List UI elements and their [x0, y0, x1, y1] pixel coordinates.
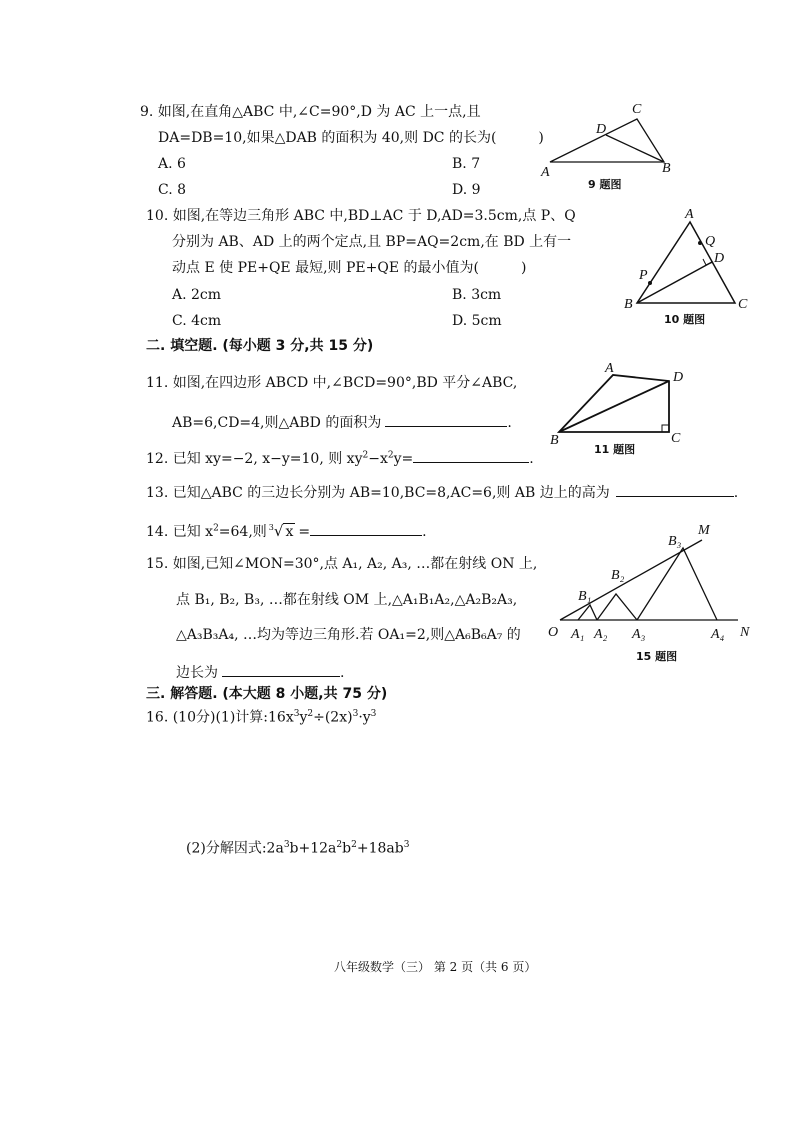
q16-part1 [146, 709, 376, 726]
q15-label-b3: B₃ [668, 534, 682, 549]
q11-label-a: A [605, 361, 614, 376]
q12-text-b: −x [368, 451, 388, 467]
q15-caption: 15 题图 [636, 650, 678, 663]
q16-part2-exp2: 2 [336, 840, 343, 850]
q16-part2-text-c: b [342, 840, 352, 857]
q16-part2-exp1: 3 [283, 840, 290, 850]
q15-line3: △A₃B₃A₄, …均为等边三角形.若 OA₁=2,则△A₆B₆A₇ 的 [176, 627, 521, 643]
radical-icon: √ [273, 522, 284, 540]
q16-part2-exp4: 3 [403, 840, 410, 850]
q16-part2-exp3: 2 [351, 840, 357, 850]
q11-label-b: B [550, 433, 559, 448]
q10-option-a: A. 2cm [172, 287, 222, 303]
q14-root-index: 3 [268, 523, 274, 533]
q10-label-q: Q [705, 234, 716, 249]
q15-label-b2: B₂ [611, 568, 625, 583]
q9-line1: 9. 如图,在直角△ABC 中,∠C=90°,D 为 AC 上一点,且 [140, 104, 481, 120]
q16-part1-exp2: 2 [307, 709, 314, 719]
q10-label-b: B [624, 297, 633, 312]
q16-part1-text-c: ÷(2x) [313, 709, 353, 726]
q16-part1-exp3: 3 [352, 709, 359, 719]
q14-exp: 2 [213, 523, 219, 534]
q10-line3: 动点 E 使 PE+QE 最短,则 PE+QE 的最小值为( ) [172, 260, 527, 276]
q9-option-a: A. 6 [158, 156, 186, 172]
q14: 14. 已知 $x^2=64$,则 $^3$√ x = . [146, 522, 427, 540]
q15-label-o: O [548, 625, 559, 640]
q11-caption: 11 题图 [594, 443, 636, 456]
q15-text: 边长为 [176, 665, 218, 681]
q15-label-a4: A₄ [711, 627, 725, 642]
q16-part1-exp4: 3 [370, 709, 377, 719]
q16-part2-text-d: +18ab [356, 840, 404, 857]
q14-root-arg: x [285, 524, 294, 540]
q10-option-c: C. 4cm [172, 313, 222, 329]
q9-option-c: C. 8 [158, 182, 187, 198]
q11-line2: AB=6,CD=4,则△ABD 的面积为 . [172, 412, 512, 432]
q12-text-a: 12. 已知 xy=−2, x−y=10, 则 xy [146, 451, 363, 467]
q10-option-d: D. 5cm [452, 313, 502, 329]
q12-exp2: 2 [387, 450, 394, 461]
q15-line1: 15. 如图,已知∠MON=30°,点 A₁, A₂, A₃, …都在射线 ON 上, [146, 556, 538, 572]
q15-line4: 边长为 . [176, 662, 344, 682]
q12-text-c: y= [393, 451, 414, 467]
q10-label-c: C [738, 297, 748, 312]
q15-line2: 点 B₁, B₂, B₃, …都在射线 OM 上,△A₁B₁A₂,△A₂B₂A₃, [176, 592, 518, 608]
q14-text-b: =64,则 [218, 524, 267, 540]
q11-line1: 11. 如图,在四边形 ABCD 中,∠BCD=90°,BD 平分∠ABC, [146, 375, 518, 391]
q16-part1-text-b: y [299, 709, 308, 726]
q16-part2-text-a: (2)分解因式:2a [186, 840, 284, 857]
q14-text-c: = [298, 524, 311, 540]
q15-label-a2: A₂ [594, 627, 608, 642]
q16-part2-text-b: b+12a [289, 840, 337, 857]
q9-line2: DA=DB=10,如果△DAB 的面积为 40,则 DC 的长为( ) [158, 130, 544, 146]
q15-label-n: N [740, 625, 750, 640]
q9-label-d: D [596, 122, 607, 137]
q10-caption: 10 题图 [664, 313, 706, 326]
q13: 13. 已知△ABC 的三边长分别为 AB=10,BC=8,AC=6,则 AB 边上的高为 . [146, 482, 738, 502]
q10-line2: 分别为 AB、AD 上的两个定点,且 BP=AQ=2cm,在 BD 上有一 [172, 234, 572, 250]
q10-label-p: P [639, 268, 648, 283]
q11-text: AB=6,CD=4,则△ABD 的面积为 [172, 415, 382, 431]
q10-label-d: D [714, 251, 725, 266]
q9-option-d: D. 9 [452, 182, 481, 198]
q9-label-b: B [662, 161, 671, 176]
q9-label-c: C [632, 102, 642, 117]
q10-option-b: B. 3cm [452, 287, 502, 303]
q16-part1-text-d: ·y [358, 709, 371, 726]
q15-label-m: M [698, 523, 710, 538]
q16-part1-exp1: 3 [293, 709, 300, 719]
q16-part2 [186, 840, 409, 857]
q9-option-b: B. 7 [452, 156, 481, 172]
q14-text-a: 14. 已知 x [146, 524, 214, 540]
q12-exp1: 2 [362, 450, 369, 461]
section-fill-in-heading: 二. 填空题. (每小题 3 分,共 15 分) [146, 338, 374, 354]
q9-caption: 9 题图 [588, 178, 622, 191]
q15-label-a3: A₃ [632, 627, 646, 642]
page-footer: 八年级数学（三） 第 2 页（共 6 页） [334, 960, 537, 974]
q11-label-c: C [671, 431, 681, 446]
q12: 12. 已知 xy=−2, x−y=10, 则 $xy^2-x^2y=$ . [146, 448, 534, 468]
q16-part1-text-a: 16. (10分)(1)计算:16x [146, 709, 294, 726]
q10-line1: 10. 如图,在等边三角形 ABC 中,BD⊥AC 于 D,AD=3.5cm,点 P、Q [146, 208, 576, 224]
q15-label-a1: A₁ [571, 627, 585, 642]
q11-label-d: D [673, 370, 684, 385]
q13-text: 13. 已知△ABC 的三边长分别为 AB=10,BC=8,AC=6,则 AB 边上的高为 [146, 485, 610, 501]
section-solve-heading: 三. 解答题. (本大题 8 小题,共 75 分) [146, 686, 388, 702]
q10-label-a: A [685, 207, 694, 222]
q9-label-a: A [541, 165, 550, 180]
q15-label-b1: B₁ [578, 589, 592, 604]
